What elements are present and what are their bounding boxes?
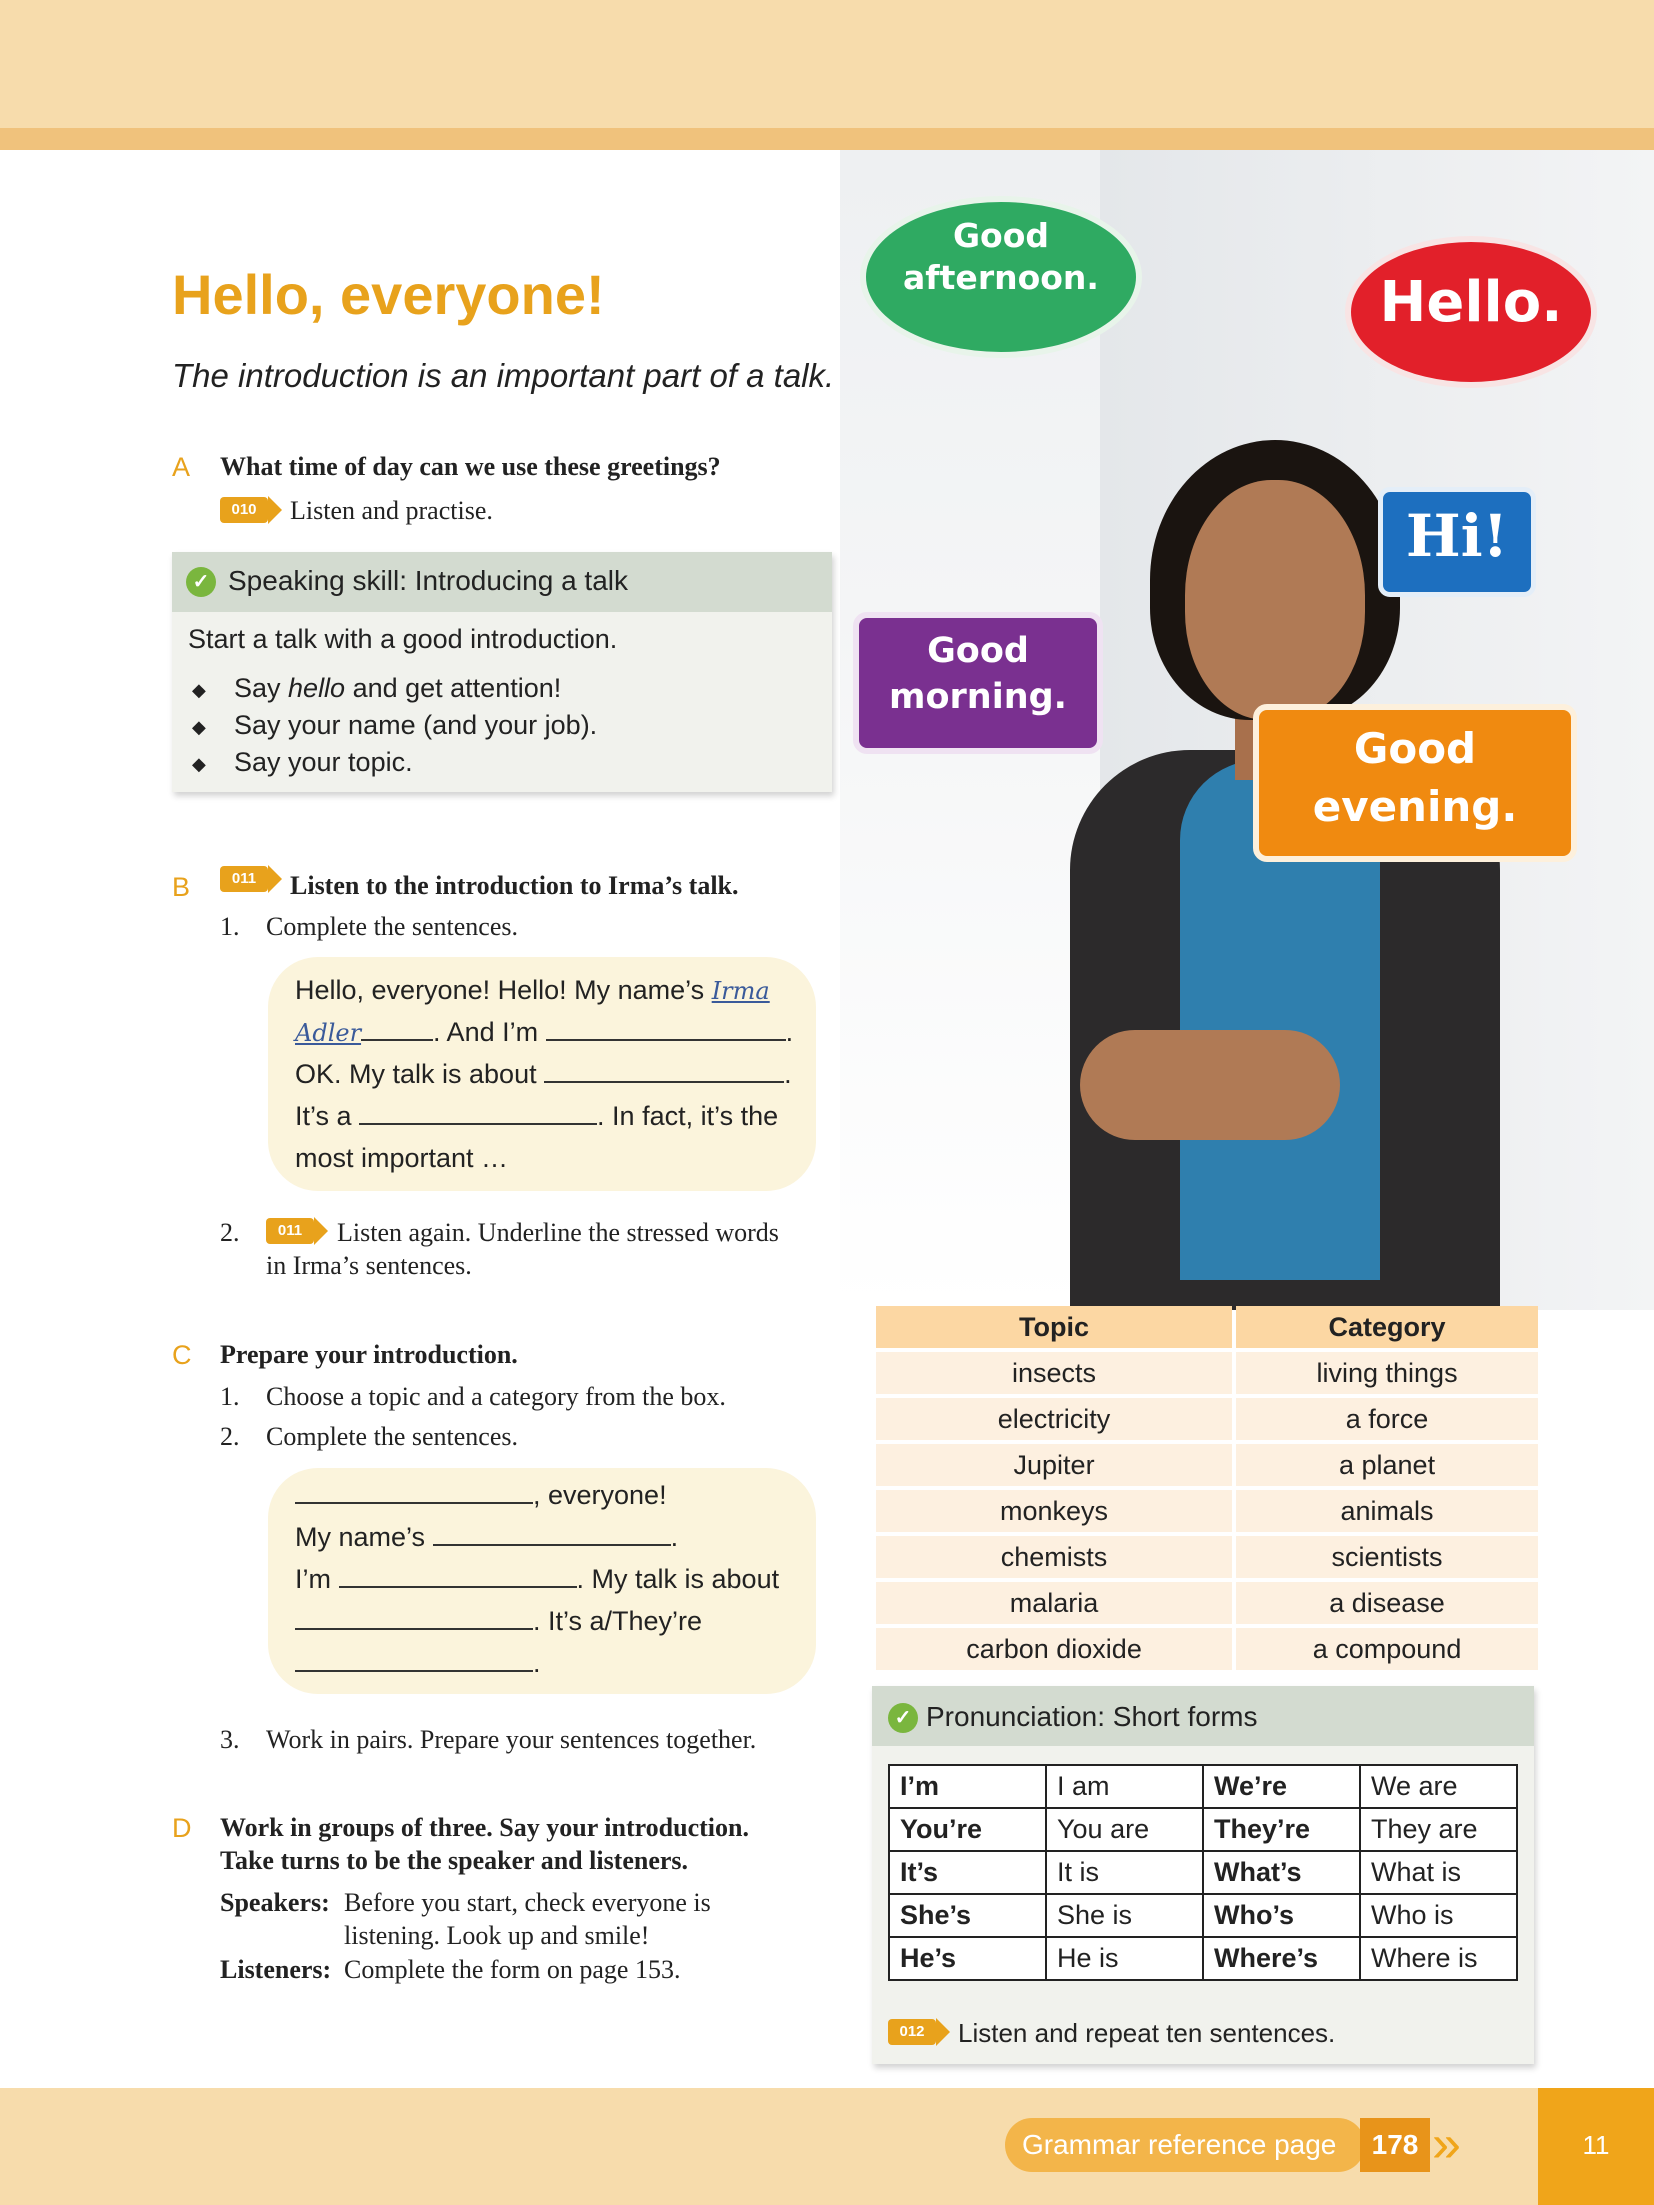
long-form: Who is	[1360, 1894, 1517, 1937]
your-line-4: . It’s a/They’re	[295, 1606, 702, 1637]
long-form: We are	[1360, 1765, 1517, 1808]
table-row	[876, 1352, 1538, 1394]
category-cell: a disease	[1236, 1582, 1538, 1624]
table-row	[876, 1582, 1538, 1624]
section-a-letter: A	[172, 452, 191, 482]
your-line-3: I’m . My talk is about	[295, 1564, 780, 1594]
play-icon	[314, 1217, 328, 1245]
long-form: What is	[1360, 1851, 1517, 1894]
bubble-good-evening-text	[1253, 720, 1577, 836]
category-cell: animals	[1236, 1490, 1538, 1532]
skill-bullet-1: Say hello and get attention!	[234, 673, 562, 703]
irma-line-4: It’s a . In fact, it’s the	[295, 1101, 779, 1131]
speaking-skill-title: Speaking skill: Introducing a talk	[228, 565, 628, 596]
short-form: We’re	[1203, 1765, 1360, 1808]
long-form: They are	[1360, 1808, 1517, 1851]
bubble-line: Good	[927, 631, 1029, 671]
table-row	[876, 1444, 1538, 1486]
short-form: He’s	[889, 1937, 1046, 1980]
bubble-hi-text: Hi!	[1405, 502, 1509, 570]
skill-bullet-2: Say your name (and your job).	[234, 710, 598, 740]
category-cell: scientists	[1236, 1536, 1538, 1578]
topic-category-table	[872, 1302, 1534, 1674]
bullet-icon: ◆	[192, 680, 206, 700]
topic-cell: monkeys	[876, 1490, 1232, 1532]
short-form: She’s	[889, 1894, 1046, 1937]
section-b-item-2-line2: in Irma’s sentences.	[266, 1251, 472, 1280]
your-line-1: , everyone!	[295, 1480, 667, 1511]
col-header-topic: Topic	[876, 1306, 1232, 1348]
section-b-item-2-line1: Listen again. Underline the stressed words	[337, 1218, 779, 1247]
presenter-hands	[1080, 1030, 1340, 1140]
section-c-letter: C	[172, 1340, 192, 1370]
table-row	[876, 1536, 1538, 1578]
section-c-question: Prepare your introduction.	[220, 1340, 518, 1369]
section-c-item-3: Work in pairs. Prepare your sentences together.	[266, 1725, 757, 1754]
long-form: He is	[1046, 1937, 1203, 1980]
item-number: 2.	[220, 1422, 240, 1451]
section-a-instruction: Listen and practise.	[290, 496, 493, 525]
speakers-text-2: listening. Look up and smile!	[344, 1921, 650, 1950]
header-band	[0, 0, 1654, 128]
table-row	[876, 1398, 1538, 1440]
item-number: 3.	[220, 1725, 240, 1754]
long-form: Where is	[1360, 1937, 1517, 1980]
play-icon	[936, 2018, 950, 2046]
section-b-question: Listen to the introduction to Irma’s talk.	[290, 871, 739, 900]
topic-cell: carbon dioxide	[876, 1628, 1232, 1670]
short-forms-table	[888, 1764, 1518, 1981]
page-number: 11	[1582, 2130, 1610, 2160]
audio-track-011-again[interactable]: 011	[266, 1218, 314, 1244]
category-cell: a force	[1236, 1398, 1538, 1440]
check-icon: ✓	[186, 567, 216, 597]
section-c-item-1: Choose a topic and a category from the box.	[266, 1382, 726, 1411]
chevron-right-icon: »	[1432, 2115, 1461, 2173]
long-form: It is	[1046, 1851, 1203, 1894]
listeners-text: Complete the form on page 153.	[344, 1955, 681, 1984]
topic-cell: malaria	[876, 1582, 1232, 1624]
speaking-skill-intro: Start a talk with a good introduction.	[188, 624, 618, 654]
col-header-category: Category	[1236, 1306, 1538, 1348]
bubble-line: morning.	[889, 677, 1067, 717]
play-icon	[268, 496, 282, 524]
pronunciation-title: Pronunciation: Short forms	[926, 1701, 1258, 1732]
table-row	[876, 1490, 1538, 1532]
listeners-label: Listeners:	[220, 1955, 332, 1984]
audio-track-010[interactable]: 010	[220, 497, 268, 523]
bubble-line: Good	[952, 216, 1050, 255]
category-cell: a planet	[1236, 1444, 1538, 1486]
long-form: You are	[1046, 1808, 1203, 1851]
short-form: It’s	[889, 1851, 1046, 1894]
short-form: Who’s	[1203, 1894, 1360, 1937]
short-form: You’re	[889, 1808, 1046, 1851]
bullet-icon: ◆	[192, 754, 206, 774]
topic-cell: Jupiter	[876, 1444, 1232, 1486]
table-row	[889, 1851, 1517, 1894]
bubble-good-morning-text	[853, 628, 1103, 720]
section-b-item-1: Complete the sentences.	[266, 912, 518, 941]
section-c-item-2: Complete the sentences.	[266, 1422, 518, 1451]
your-line-2: My name’s .	[295, 1522, 679, 1552]
grammar-reference-label: Grammar reference page	[1022, 2129, 1337, 2160]
short-form: I’m	[889, 1765, 1046, 1808]
bullet-icon: ◆	[192, 717, 206, 737]
short-form: What’s	[1203, 1851, 1360, 1894]
play-icon	[268, 865, 282, 893]
short-form: They’re	[1203, 1808, 1360, 1851]
audio-track-012[interactable]: 012	[888, 2019, 936, 2045]
category-cell: living things	[1236, 1352, 1538, 1394]
table-row	[889, 1937, 1517, 1980]
bubble-line: Good	[1353, 724, 1477, 773]
pronunciation-instruction: Listen and repeat ten sentences.	[958, 2018, 1336, 2048]
section-d-question-2: Take turns to be the speaker and listeners.	[220, 1846, 689, 1875]
header-stripe	[0, 128, 1654, 150]
table-row	[889, 1894, 1517, 1937]
your-line-5: .	[295, 1648, 541, 1679]
section-b-letter: B	[172, 872, 191, 902]
bubble-hello-text: Hello.	[1379, 270, 1563, 335]
item-number: 1.	[220, 1382, 240, 1411]
speakers-label: Speakers:	[220, 1888, 330, 1917]
presenter-face	[1185, 480, 1365, 720]
speakers-text-1: Before you start, check everyone is	[344, 1888, 711, 1917]
item-number: 1.	[220, 912, 240, 941]
skill-bullet-3: Say your topic.	[234, 747, 413, 777]
section-a-question: What time of day can we use these greetings?	[220, 452, 721, 481]
grammar-page-number: 178	[1371, 2129, 1419, 2160]
section-d-letter: D	[172, 1813, 192, 1843]
topic-cell: insects	[876, 1352, 1232, 1394]
check-icon: ✓	[888, 1703, 918, 1733]
section-d-question-1: Work in groups of three. Say your introduction.	[220, 1813, 749, 1842]
long-form: I am	[1046, 1765, 1203, 1808]
table-row	[889, 1808, 1517, 1851]
page-subtitle: The introduction is an important part of a talk.	[172, 357, 835, 394]
table-row	[876, 1628, 1538, 1670]
audio-track-011[interactable]: 011	[220, 866, 268, 892]
short-form: Where’s	[1203, 1937, 1360, 1980]
category-cell: a compound	[1236, 1628, 1538, 1670]
topic-cell: electricity	[876, 1398, 1232, 1440]
item-number: 2.	[220, 1218, 240, 1247]
topic-cell: chemists	[876, 1536, 1232, 1578]
irma-line-1: Hello, everyone! Hello! My name’s Irma	[295, 975, 770, 1005]
irma-line-3: OK. My talk is about .	[295, 1059, 792, 1089]
bubble-line: evening.	[1312, 782, 1518, 831]
irma-line-2: Adler . And I’m .	[295, 1017, 794, 1047]
long-form: She is	[1046, 1894, 1203, 1937]
irma-line-5: most important …	[295, 1143, 509, 1173]
bubble-line: afternoon.	[903, 258, 1099, 297]
bubble-good-afternoon-text	[860, 215, 1142, 299]
page-title: Hello, everyone!	[172, 263, 605, 326]
table-row	[889, 1765, 1517, 1808]
